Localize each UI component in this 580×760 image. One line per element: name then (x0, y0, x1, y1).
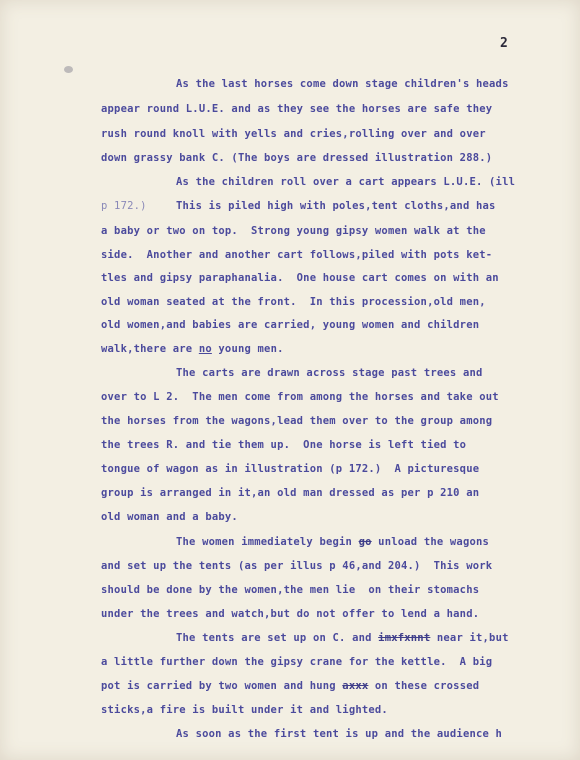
text-line-20-end: unload the wagons (371, 536, 490, 548)
text-line-3: rush round knoll with yells and cries,rolling over and over (101, 128, 486, 140)
text-line-12 (101, 344, 284, 355)
text-line-15: the horses from the wagons,lead them over to the group among (101, 415, 493, 427)
text-line-13: The carts are drawn across stage past trees and (176, 367, 483, 379)
underlined-word: no (198, 343, 212, 355)
text-line-23: under the trees and watch,but do not offer to lend a hand. (101, 608, 480, 620)
text-line-20 (176, 537, 489, 548)
text-line-6b: This is piled high with poles,tent cloths,and has (176, 200, 496, 212)
text-line-14: over to L 2. The men come from among the horses and take out (101, 391, 499, 403)
text-line-26-start: pot is carried by two women and hung (101, 680, 343, 692)
text-line-11: old women,and babies are carried, young women and children (101, 319, 480, 331)
text-line-24-start: The tents are set up on C. and (176, 632, 379, 644)
struck-out-word-2: axxx (342, 680, 369, 692)
text-line-17: tongue of wagon as in illustration (p 172.) A picturesque (101, 463, 480, 475)
text-line-22: should be done by the women,the men lie on their stomachs (101, 584, 480, 596)
page-number: 2 (500, 36, 508, 51)
text-line-21: and set up the tents (as per illus p 46,and 204.) This work (101, 560, 493, 572)
text-line-10: old woman seated at the front. In this procession,old men, (101, 296, 486, 308)
text-line-12-start: walk,there are (101, 343, 199, 355)
text-line-2: appear round L.U.E. and as they see the horses are safe they (101, 103, 493, 115)
text-line-4: down grassy bank C. (The boys are dressed illustration 288.) (101, 152, 493, 164)
text-line-9: tles and gipsy paraphanalia. One house cart comes on with an (101, 272, 499, 284)
text-line-6a: p 172.) (101, 200, 147, 212)
text-line-1: As the last horses come down stage children's heads (176, 78, 509, 90)
text-line-16: the trees R. and tie them up. One horse is left tied to (101, 439, 467, 451)
text-line-8: side. Another and another cart follows,piled with pots ket- (101, 249, 493, 261)
text-line-27: sticks,a fire is built under it and lighted. (101, 704, 388, 716)
text-line-18: group is arranged in it,an old man dressed as per p 210 an (101, 487, 480, 499)
text-line-20-start: The women immediately begin (176, 536, 359, 548)
text-line-12-end: young men. (211, 343, 284, 355)
text-line-24-end: near it,but (430, 632, 509, 644)
text-line-26-end: on these crossed (368, 680, 480, 692)
text-line-25: a little further down the gipsy crane for the kettle. A big (101, 656, 493, 668)
text-line-28: As soon as the first tent is up and the audience h (176, 728, 503, 740)
text-line-7: a baby or two on top. Strong young gipsy women walk at the (101, 225, 486, 237)
struck-out-word-1: imxfxnnt (378, 632, 431, 644)
overtyped-word: go (358, 536, 372, 548)
text-line-26 (101, 681, 479, 692)
text-line-5: As the children roll over a cart appears L.U.E. (ill (176, 176, 516, 188)
text-line-24 (176, 633, 509, 644)
text-line-19: old woman and a baby. (101, 511, 238, 523)
